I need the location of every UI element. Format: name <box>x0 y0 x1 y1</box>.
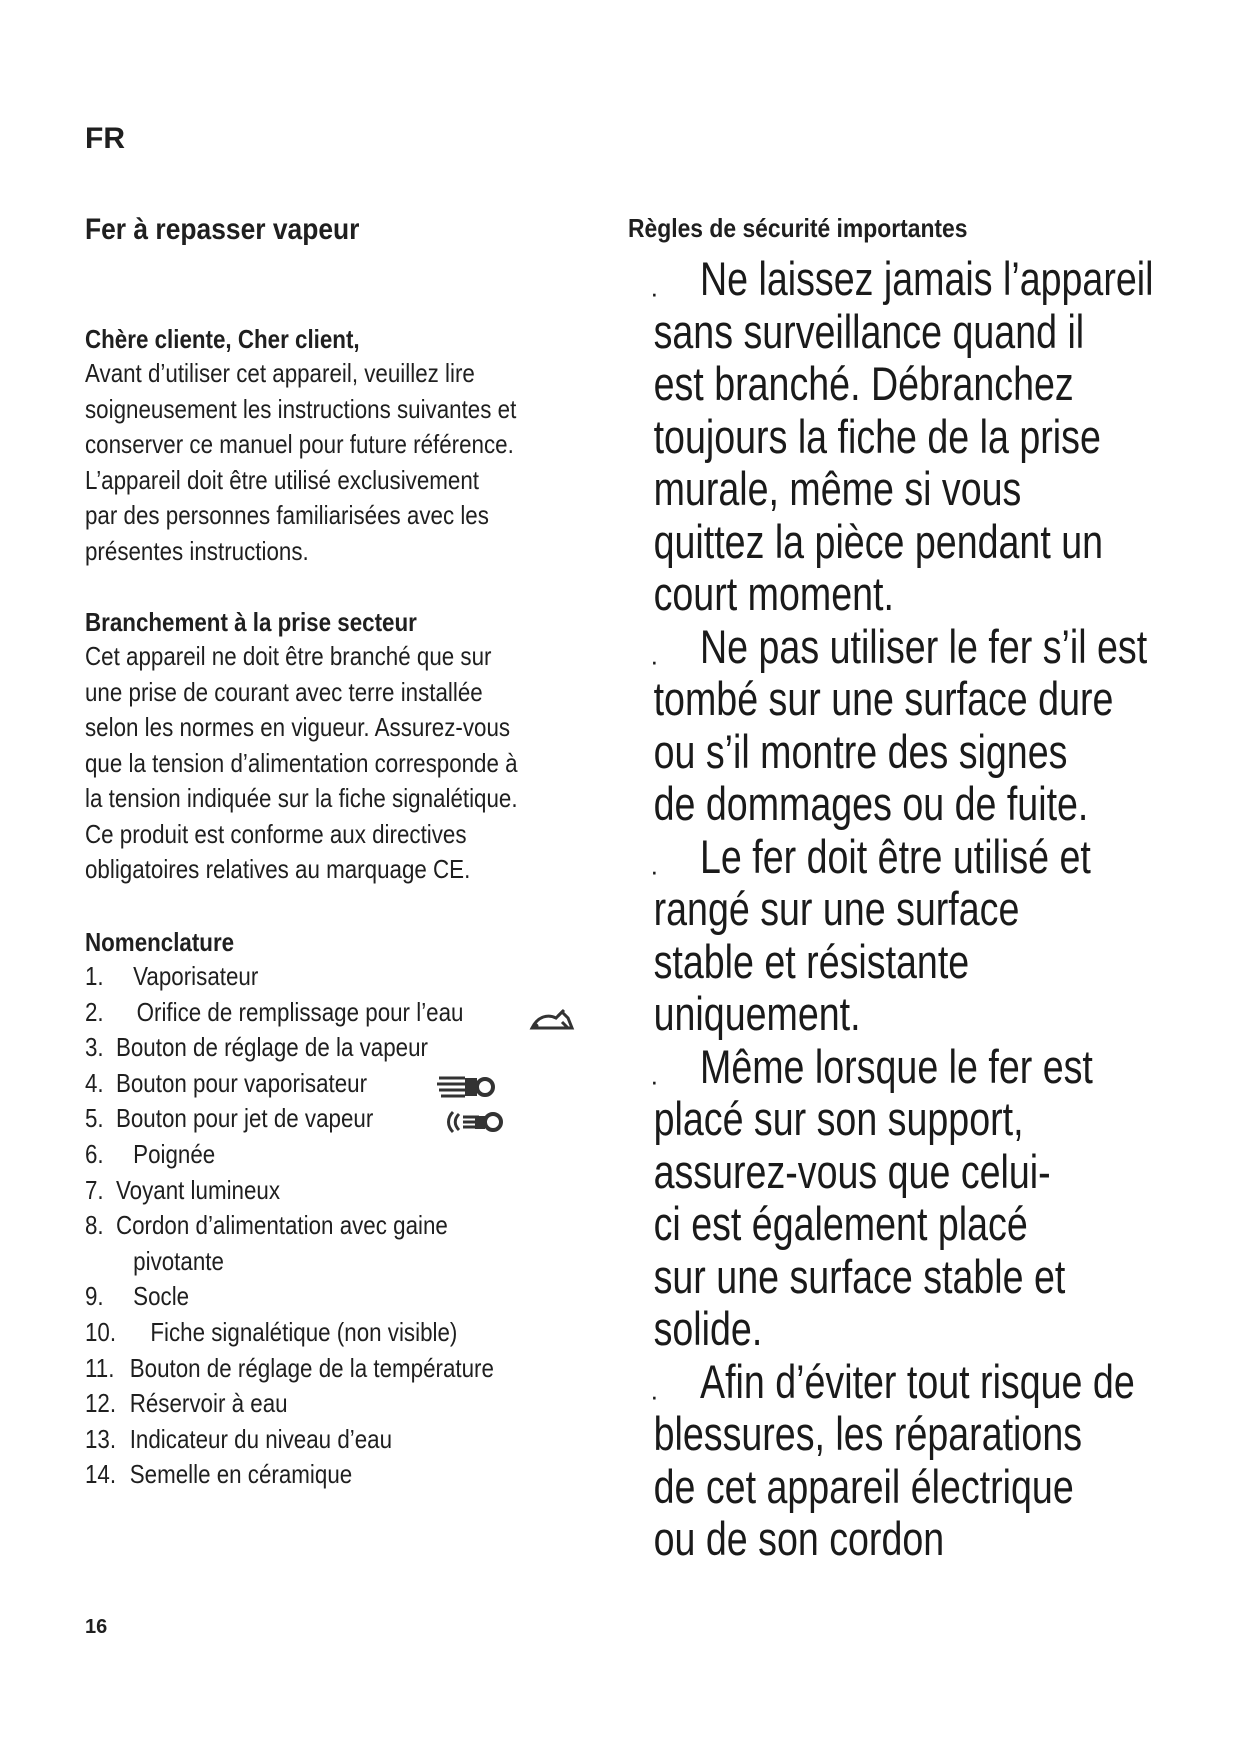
list-item: 5. Bouton pour jet de vapeur <box>85 1103 374 1134</box>
safety-item: · Afin d’éviter tout risque de blessures, les réparations de cet appareil électrique ou de son cordon <box>650 1354 1135 1565</box>
list-item: 7. Voyant lumineux <box>85 1174 281 1205</box>
text-line: Cet appareil ne doit être branché que sur <box>85 641 492 671</box>
safety-list <box>628 253 1188 1566</box>
nomenclature-heading: Nomenclature <box>85 927 235 957</box>
text-line: la tension indiquée sur la fiche signalétique. <box>85 783 518 813</box>
text-line: Avant d’utiliser cet appareil, veuillez lire <box>85 358 475 388</box>
bullet: · <box>650 278 659 308</box>
greeting-heading: Chère cliente, Cher client, <box>85 324 360 354</box>
bullet: · <box>650 1065 659 1096</box>
greeting-text <box>85 356 549 569</box>
safety-item: · Le fer doit être utilisé et rangé sur une surface stable et résistante uniquement. <box>650 829 1091 1040</box>
steam-jet-icon <box>445 1106 505 1138</box>
spray-icon <box>435 1070 495 1102</box>
text-line: une prise de courant avec terre installée <box>85 676 483 707</box>
list-item: 6. Poignée <box>85 1138 216 1169</box>
list-item: pivotante <box>133 1245 224 1276</box>
text-line: conserver ce manuel pour future référence. <box>85 429 514 459</box>
water-fill-icon <box>528 1002 576 1034</box>
list-item: 9. Socle <box>85 1281 190 1312</box>
list-item: 11. Bouton de réglage de la température <box>85 1352 494 1383</box>
bullet: · <box>650 1380 659 1411</box>
safety-heading: Règles de sécurité importantes <box>628 213 968 243</box>
page-number: 16 <box>85 1616 108 1638</box>
safety-item: · Ne pas utiliser le fer s’il est tombé sur une surface dure ou s’il montre des signes de dommages ou de fuite. <box>650 619 1148 830</box>
bullet: · <box>650 855 659 886</box>
branchement-text <box>85 639 549 888</box>
document-title: Fer à repasser vapeur <box>85 213 360 246</box>
list-item: 1. Vaporisateur <box>85 961 259 991</box>
text-line: selon les normes en vigueur. Assurez-vous <box>85 712 511 742</box>
list-item: 10. Fiche signalétique (non visible) <box>85 1316 458 1347</box>
text-line: obligatoires relatives au marquage CE. <box>85 854 471 884</box>
list-item: 4. Bouton pour vaporisateur <box>85 1067 368 1098</box>
nomenclature-list <box>85 959 549 1493</box>
text-line: soigneusement les instructions suivantes et <box>85 393 517 424</box>
branchement-section <box>85 605 625 888</box>
text-line: présentes instructions. <box>85 535 309 566</box>
safety-item: · Même lorsque le fer est placé sur son support, assurez-vous que celui- ci est également placé sur une surface stable et solide. <box>650 1039 1093 1355</box>
language-code: FR <box>85 122 125 155</box>
text-line: que la tension d’alimentation corresponde à <box>85 747 518 778</box>
text-line: par des personnes familiarisées avec les <box>85 500 489 530</box>
list-item: 2. Orifice de remplissage pour l’eau <box>85 996 464 1027</box>
list-item: 13. Indicateur du niveau d’eau <box>85 1423 393 1454</box>
text-line: Ce produit est conforme aux directives <box>85 818 467 849</box>
list-item: 8. Cordon d’alimentation avec gaine <box>85 1210 448 1241</box>
safety-item: · Ne laissez jamais l’appareil sans surveillance quand il est branché. Débranchez toujours la fiche de la prise murale, même si vous quittez la pièce pendant un court moment. <box>650 252 1154 620</box>
branchement-heading: Branchement à la prise secteur <box>85 607 417 637</box>
list-item: 14. Semelle en céramique <box>85 1459 353 1490</box>
greeting-section <box>85 322 625 569</box>
bullet: · <box>650 645 659 676</box>
list-item: 12. Réservoir à eau <box>85 1388 288 1419</box>
list-item: 3. Bouton de réglage de la vapeur <box>85 1032 429 1063</box>
text-line: L’appareil doit être utilisé exclusivement <box>85 464 480 495</box>
